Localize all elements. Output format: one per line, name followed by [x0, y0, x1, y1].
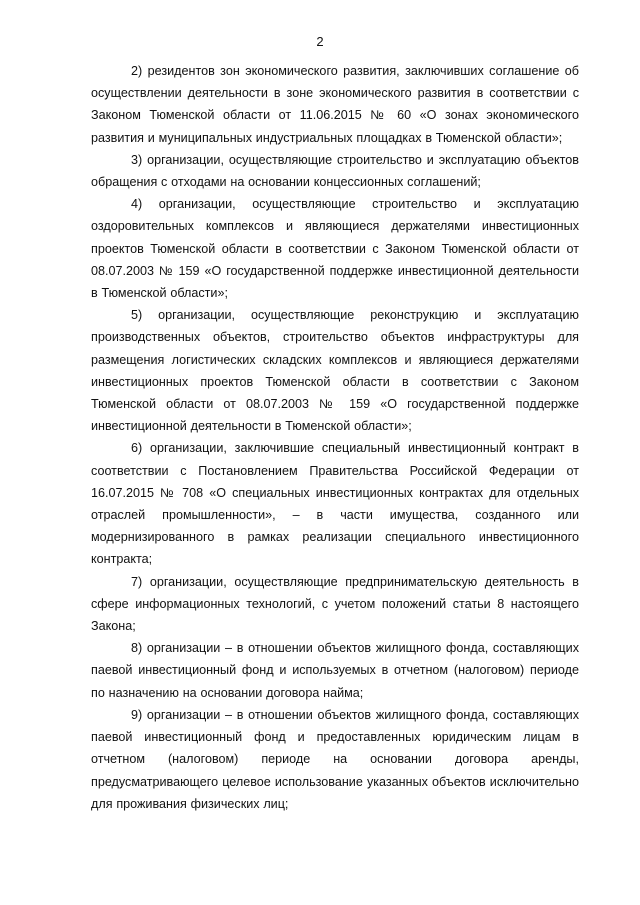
page-number: 2 — [316, 34, 324, 49]
paragraph-item-3: 3) организации, осуществляющие строительство и эксплуатацию объектов обращения с отходами на основании концессионных соглашений; — [91, 152, 579, 190]
paragraph-item-7: 7) организации, осуществляющие предпринимательскую деятельность в сфере информационных технологий, с учетом положений статьи 8 настоящего Закона; — [91, 574, 579, 634]
paragraph-item-5: 5) организации, осуществляющие реконструкцию и эксплуатацию производственных объектов, строительство объектов инфраструктуры для размещения логистических складских комплексов и являющиеся держателями инвестиционных проектов Тюменской области в соответствии с Законом Тюменской области от 08.07.2003 № 159 «О государственной поддержке инвестиционной деятельности в Тюменской области»; — [91, 308, 579, 434]
paragraph-item-9: 9) организации – в отношении объектов жилищного фонда, составляющих паевой инвестиционный фонд и предоставленных юридическим лицам в отчетном (налоговом) периоде на основании договора аренды, предусматривающего целевое использование указанных объектов исключительно для проживания физических лиц; — [91, 707, 579, 811]
paragraph-item-2: 2) резидентов зон экономического развития, заключивших соглашение об осуществлении деятельности в зоне экономического развития в соответствии с Законом Тюменской области от 11.06.2015 № 60 «О зонах экономического развития и муниципальных индустриальных площадках в Тюменской области»; — [91, 64, 579, 145]
paragraph-item-8: 8) организации – в отношении объектов жилищного фонда, составляющих паевой инвестиционный фонд и используемых в отчетном (налоговом) периоде по назначению на основании договора найма; — [91, 641, 579, 700]
paragraph-item-4: 4) организации, осуществляющие строительство и эксплуатацию оздоровительных комплексов и являющиеся держателями инвестиционных проектов Тюменской области в соответствии с Законом Тюменской области от 08.07.2003 № 159 «О государственной поддержке инвестиционной деятельности в Тюменской области»; — [91, 197, 579, 301]
paragraph-item-6: 6) организации, заключившие специальный инвестиционный контракт в соответствии с Постановлением Правительства Российской Федерации от 16.07.2015 № 708 «О специальных инвестиционных контрактах для отдельных отраслей промышленности», – в части имущества, созданного или модернизированного в рамках реализации специального инвестиционного контракта; — [91, 441, 579, 567]
document-body — [91, 60, 579, 815]
